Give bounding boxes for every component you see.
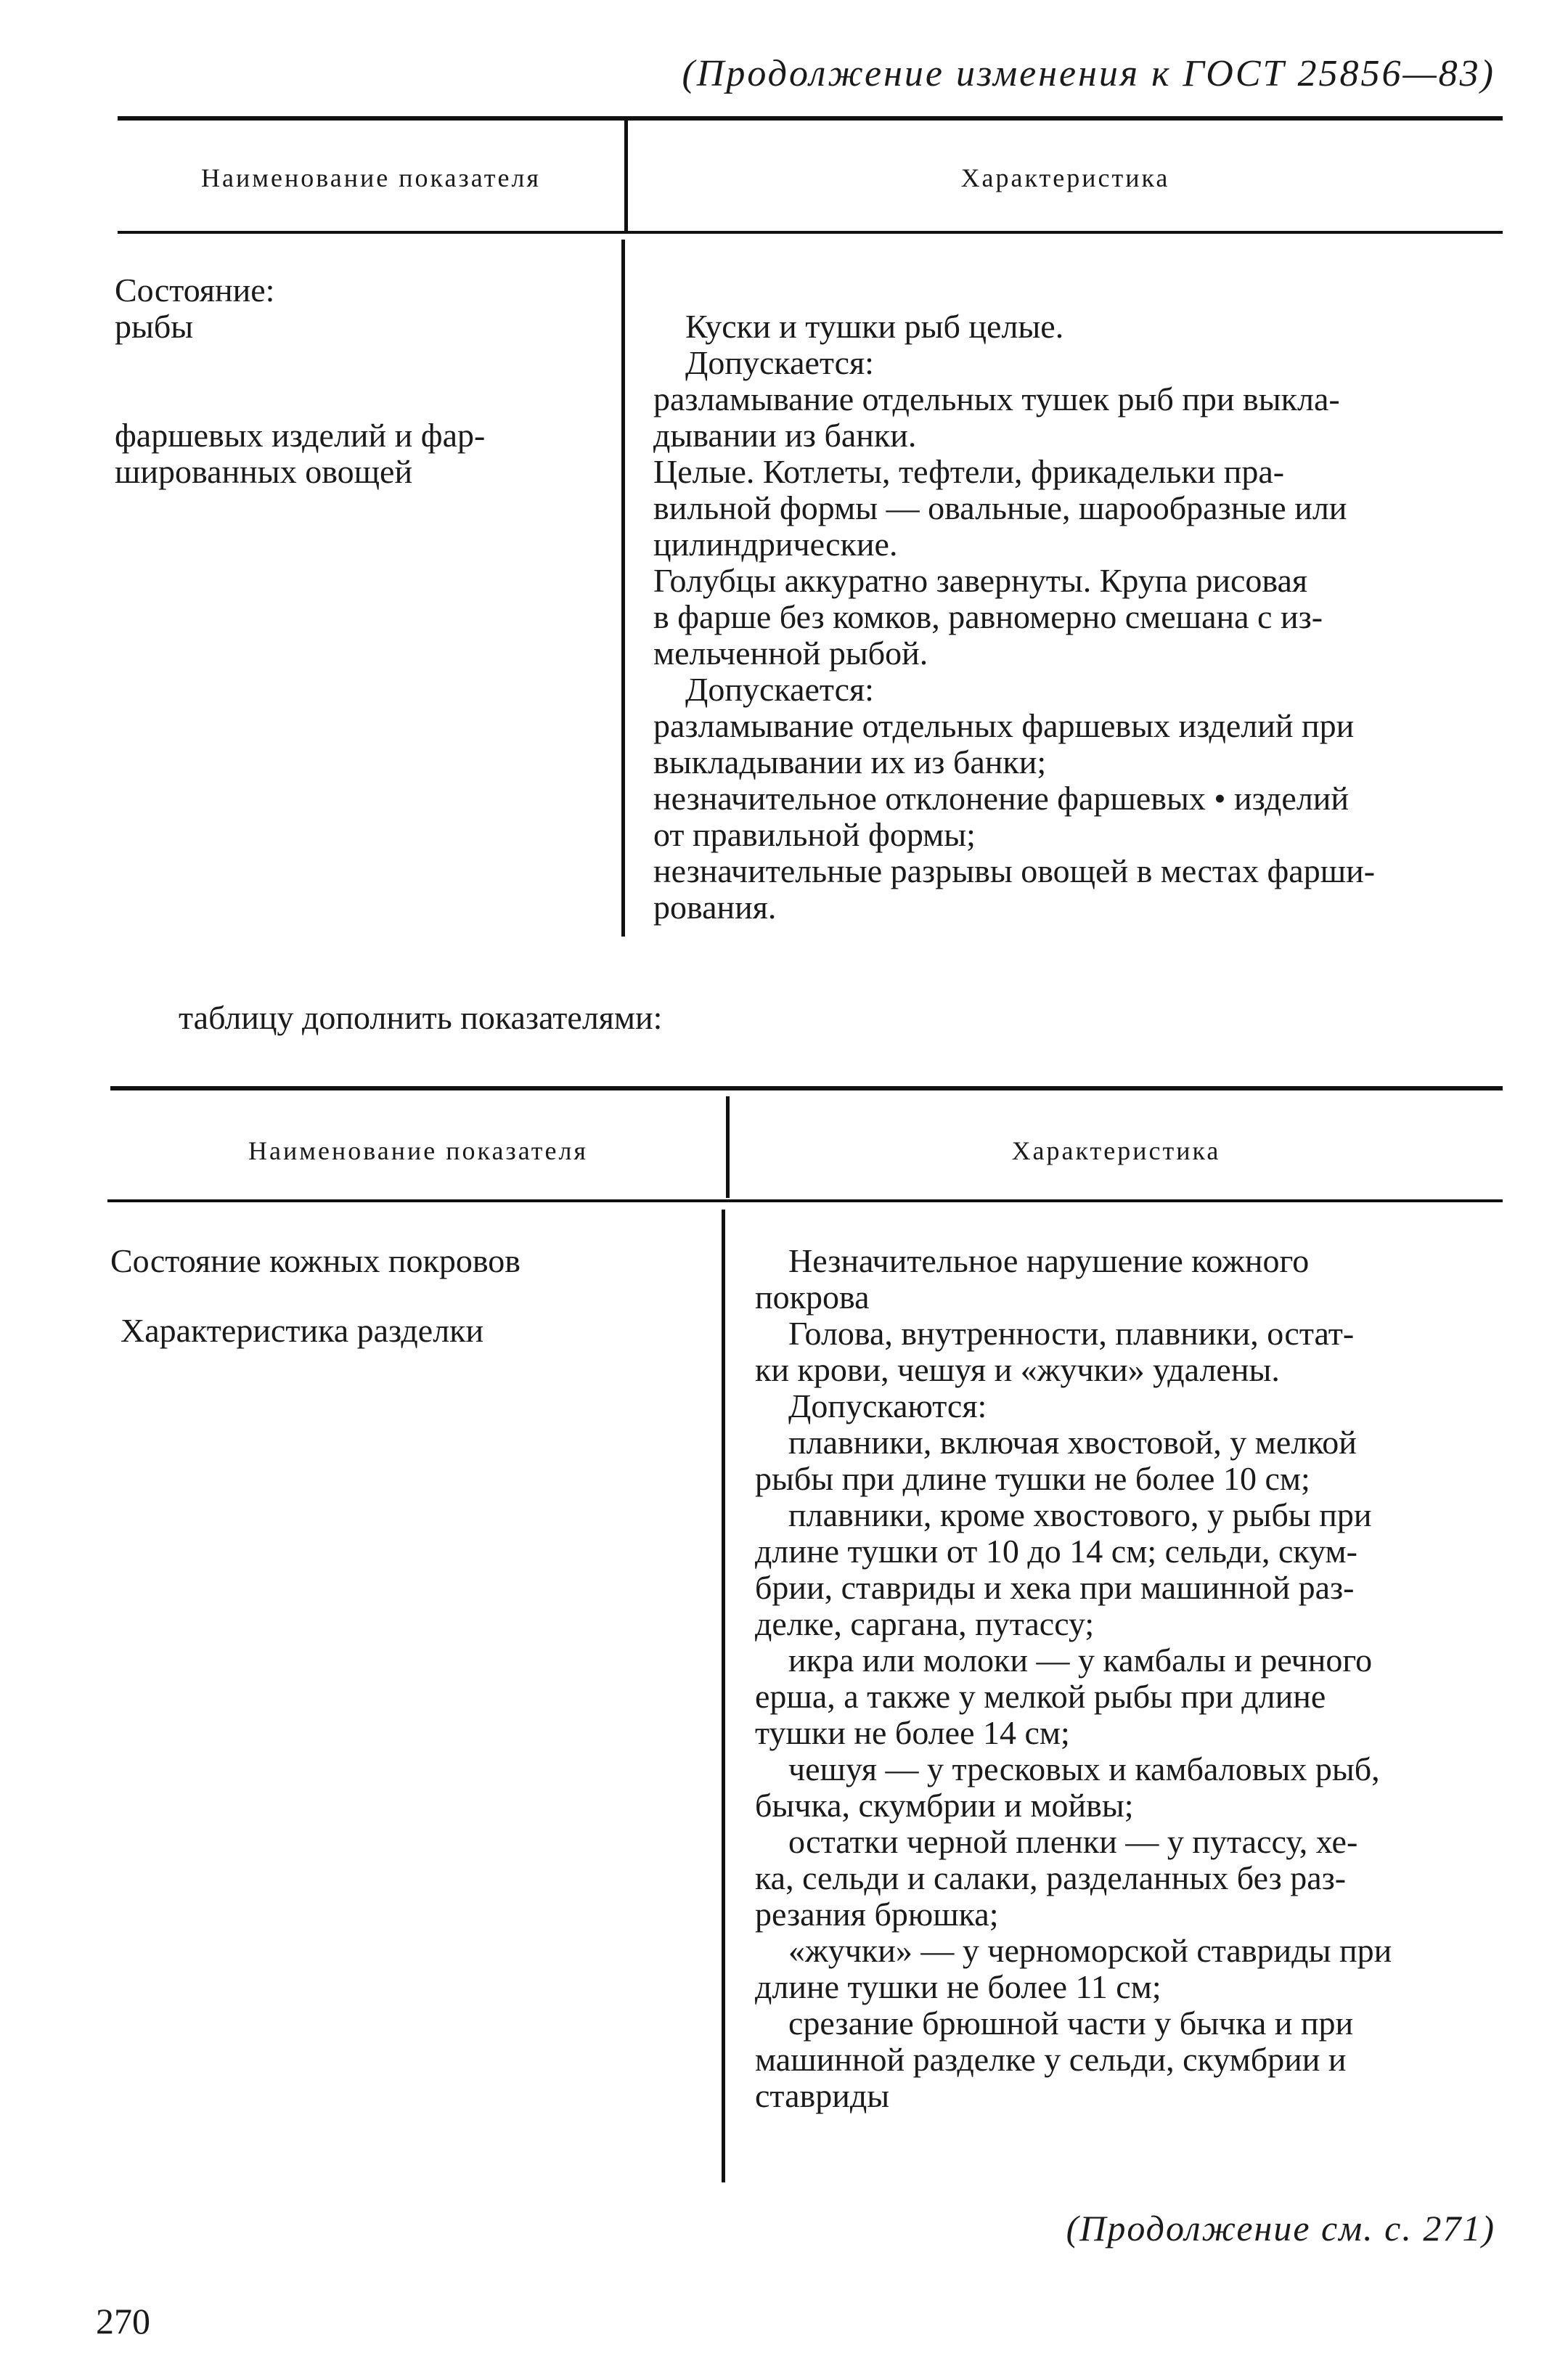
table2-right-line: брии, ставриды и хека при машинной раз- [755,1569,1355,1606]
table2-right-line: Голова, внутренности, плавники, остат- [788,1315,1355,1352]
continuation-header: (Продолжение изменения к ГОСТ 25856—83) [682,53,1495,94]
table2-col2-header: Характеристика [1011,1136,1221,1165]
table1-right-col [653,309,1503,926]
table1-header-rule [118,231,1503,234]
intro-text: таблицу дополнить показателями: [179,999,663,1036]
table1-top-rule [118,116,1503,121]
table2-right-line: ка, сельди и салаки, разделанных без раз- [755,1859,1347,1896]
table2-top-rule [110,1086,1503,1090]
table2-right-line: Допускаются: [788,1387,987,1424]
table2-right-line: икра или молоки — у камбалы и речного [788,1642,1373,1679]
table2-right-line: делке, саргана, путассу; [755,1605,1095,1642]
table1-left-line: фаршевых изделий и фар- [115,417,486,454]
table1-right-line: цилиндрические. [653,526,898,563]
table2-right-line: Незначительное нарушение кожного [788,1242,1310,1279]
table2-left-line: Состояние кожных покровов [110,1242,520,1279]
table2-right-line: покрова [755,1279,870,1316]
table1-left-line: Состояние: [115,272,275,309]
table1-body-divider [621,240,625,937]
table2-right-col [755,1243,1503,2114]
table1-right-line: незначительные разрывы овощей в местах фарши- [653,852,1376,889]
table1-right-line: в фарше без комков, равномерно смешана с из- [653,598,1323,635]
table2-right-line: рыбы при длине тушки не более 10 см; [755,1460,1310,1497]
table1-right-line: Голубцы аккуратно завернуты. Крупа рисовая [653,562,1308,599]
table2-left-line: Характеристика разделки [121,1312,484,1349]
table1-right-line: незначительное отклонение фаршевых • изделий [653,780,1349,817]
table1-left-col [115,272,594,490]
table2-right-line: тушки не более 14 см; [755,1714,1070,1751]
table1-col2-header: Характеристика [960,163,1170,192]
table2-body-divider [722,1210,725,2182]
table1-right-line: разламывание отдельных фаршевых изделий при [653,707,1355,744]
page-number: 270 [96,2301,150,2341]
continuation-footer: (Продолжение см. с. 271) [1066,2208,1495,2248]
table1-right-line: рования. [653,889,777,926]
table2-left-col [110,1243,706,1349]
table2-right-line: плавники, кроме хвостового, у рыбы при [788,1496,1372,1533]
table2-col1-header: Наименование показателя [248,1136,588,1165]
table2-right-line: ерша, а также у мелкой рыбы при длине [755,1678,1326,1715]
table1-left-line: шированных овощей [115,453,413,490]
table1-right-line: мельченной рыбой. [653,635,928,672]
table1-right-line: вильной формы — овальные, шарообразные или [653,489,1347,526]
table2-right-line: машинной разделке у сельди, скумбрии и [755,2041,1347,2078]
table1-right-line: дывании из банки. [653,417,917,454]
table1-left-line: рыбы [115,308,194,345]
table2-right-line: плавники, включая хвостовой, у мелкой [788,1424,1357,1461]
table2-right-line: длине тушки от 10 до 14 см; сельди, скум- [755,1533,1357,1570]
table1-right-line: Допускается: [685,344,874,381]
table2-right-line: длине тушки не более 11 см; [755,1968,1161,2005]
table1-col1-header: Наименование показателя [201,163,541,192]
table2-right-line: «жучки» — у черноморской ставриды при [788,1932,1392,1969]
table2-right-line: бычка, скумбрии и мойвы; [755,1787,1134,1824]
table1-right-line: разламывание отдельных тушек рыб при выкла- [653,380,1340,417]
table2-right-line: ки крови, чешуя и «жучки» удалены. [755,1351,1280,1388]
table1-right-line: выкладывании их из банки; [653,743,1047,780]
table2-right-line: ставриды [755,2077,890,2114]
table2-right-line: резания брюшка; [755,1896,999,1933]
table2-right-line: срезание брюшной части у бычка и при [788,2005,1354,2042]
table2-header-rule [107,1199,1503,1202]
table1-right-line: Целые. Котлеты, тефтели, фрикадельки пра- [653,453,1285,490]
table1-right-line: от правильной формы; [653,816,976,853]
table2-right-line: чешуя — у тресковых и камбаловых рыб, [788,1750,1380,1787]
table1-right-line: Допускается: [685,671,874,708]
table1-right-line: Куски и тушки рыб целые. [685,308,1064,345]
table2-right-line: остатки черной пленки — у путассу, хе- [788,1823,1358,1860]
